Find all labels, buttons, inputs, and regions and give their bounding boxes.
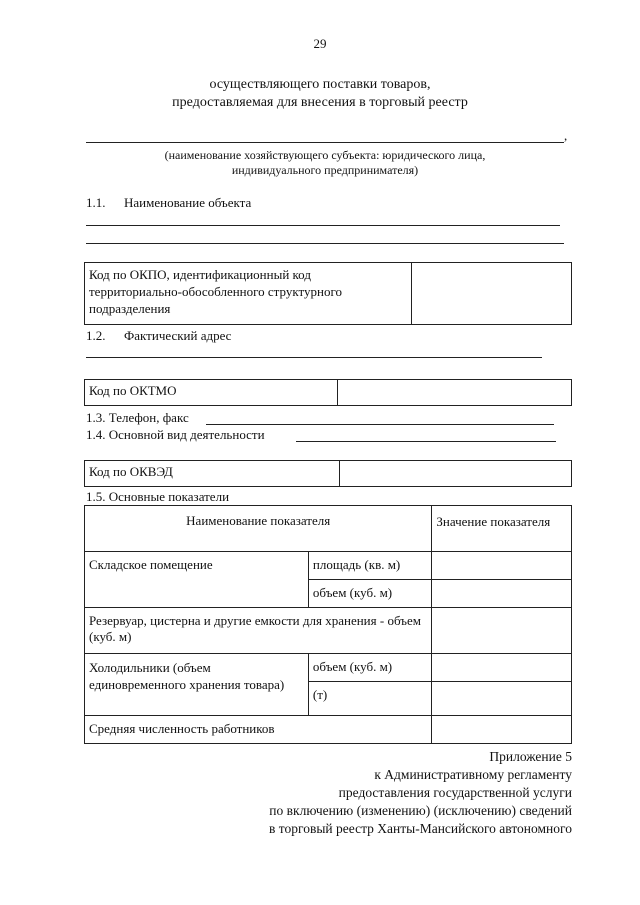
oktmo-value-cell[interactable]: [338, 380, 572, 406]
heading-line-2: предоставляемая для внесения в торговый реестр: [172, 95, 468, 110]
oktmo-label: Код по ОКТМО: [85, 380, 338, 406]
entity-trailing-comma: ,: [564, 128, 568, 143]
section-1-5-label: 1.5. Основные показатели: [86, 489, 230, 504]
fridges-tonnes-value-cell[interactable]: [432, 682, 572, 716]
column-header-name: Наименование показателя: [85, 506, 432, 552]
okved-label: Код по ОКВЭД: [85, 461, 340, 487]
section-1-1-label: Наименование объекта: [124, 195, 252, 210]
table-row: [85, 552, 572, 580]
object-name-line-1[interactable]: [86, 225, 560, 226]
okpo-value-cell[interactable]: [412, 263, 572, 325]
fridges-label: Холодильники (объем единовременного хранения товара): [85, 654, 309, 716]
entity-caption-line-2: индивидуального предпринимателя): [231, 163, 419, 177]
appendix-line-4: по включению (изменению) (исключению) сведений: [269, 803, 572, 818]
table-row: [85, 506, 572, 552]
appendix-line-1: Приложение 5: [489, 749, 572, 764]
okved-value-cell[interactable]: [340, 461, 572, 487]
oktmo-table: [84, 379, 572, 406]
appendix-line-5: в торговый реестр Ханты-Мансийского автономного: [269, 821, 572, 836]
column-header-value: Значение показателя: [432, 506, 572, 552]
appendix-line-2: к Административному регламенту: [374, 767, 572, 782]
table-row: [85, 716, 572, 744]
fridges-volume-value-cell[interactable]: [432, 654, 572, 682]
address-line[interactable]: [86, 357, 542, 358]
object-name-line-2[interactable]: [86, 243, 564, 244]
volume-value-cell[interactable]: [432, 580, 572, 608]
section-1-2-number: 1.2.: [86, 328, 106, 343]
tanks-value-cell[interactable]: [432, 608, 572, 654]
phone-fax-line[interactable]: [206, 424, 554, 425]
entity-caption-line-1: (наименование хозяйствующего субъекта: юридического лица,: [164, 148, 486, 162]
indicators-table: [84, 505, 572, 744]
activity-line[interactable]: [296, 441, 556, 442]
section-1-1-number: 1.1.: [86, 195, 106, 210]
form-heading: [100, 76, 540, 112]
table-row: [85, 608, 572, 654]
entity-name-line[interactable]: [86, 142, 564, 143]
warehouse-label: Складское помещение: [85, 552, 309, 608]
section-1-2-label: Фактический адрес: [124, 328, 232, 343]
section-1-4-label: 1.4. Основной вид деятельности: [86, 427, 265, 442]
area-label: площадь (кв. м): [308, 552, 432, 580]
appendix-block: [200, 748, 572, 838]
section-1-3-label: 1.3. Телефон, факс: [86, 410, 189, 425]
fridges-volume-label: объем (куб. м): [308, 654, 432, 682]
table-row: [85, 654, 572, 682]
okved-table: [84, 460, 572, 487]
area-value-cell[interactable]: [432, 552, 572, 580]
fridges-tonnes-label: (т): [308, 682, 432, 716]
heading-line-1: осуществляющего поставки товаров,: [209, 77, 431, 92]
entity-caption: [90, 148, 560, 178]
okpo-label: Код по ОКПО, идентификационный код территориально-обособленного структурного подразделения: [85, 263, 412, 325]
volume-label: объем (куб. м): [308, 580, 432, 608]
okpo-table: [84, 262, 572, 325]
page-number: 29: [313, 36, 327, 51]
staff-value-cell[interactable]: [432, 716, 572, 744]
staff-label: Средняя численность работников: [85, 716, 432, 744]
appendix-line-3: предоставления государственной услуги: [338, 785, 572, 800]
tanks-label: Резервуар, цистерна и другие емкости для хранения - объем (куб. м): [85, 608, 432, 654]
